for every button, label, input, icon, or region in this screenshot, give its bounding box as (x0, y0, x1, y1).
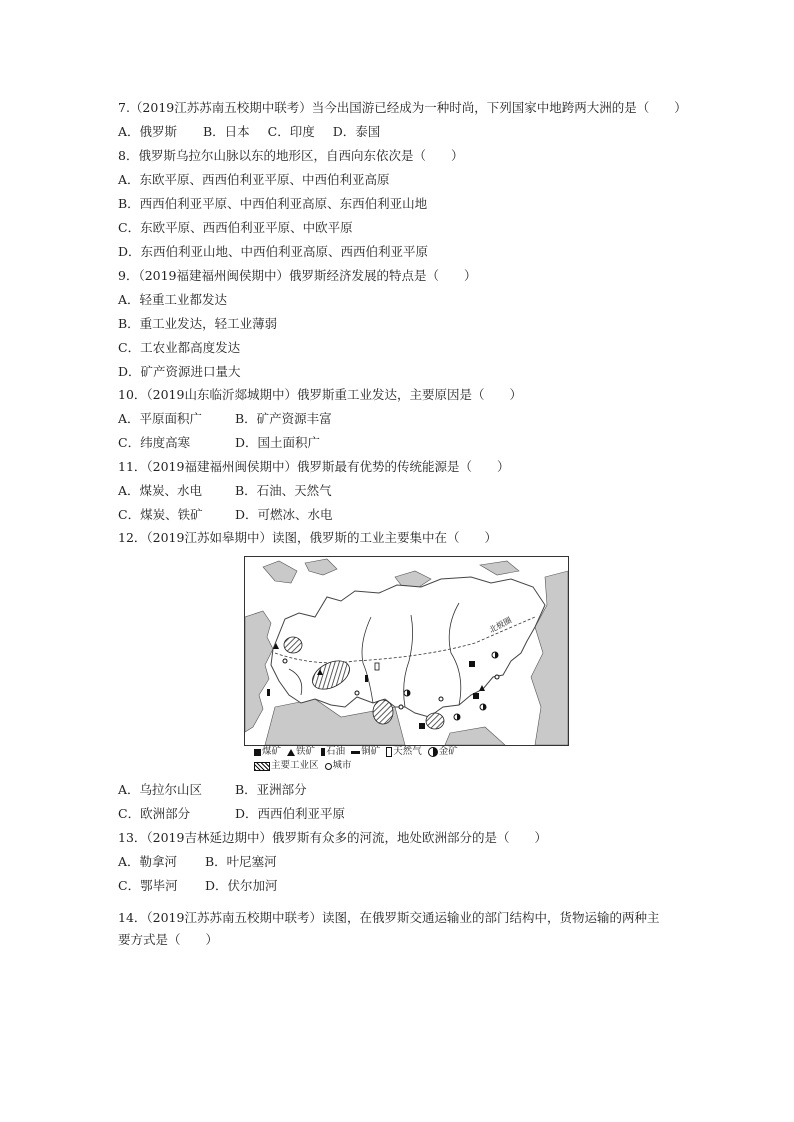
q13-option-c[interactable]: C．鄂毕河 (118, 878, 178, 893)
q9-option-b[interactable]: B．重工业发达，轻工业薄弱 (118, 316, 278, 331)
q7-options (118, 124, 380, 140)
gold-icon (428, 747, 438, 757)
q10-option-b[interactable]: B．矿产资源丰富 (234, 411, 332, 426)
q7-option-b[interactable]: B．日本 (203, 124, 250, 139)
q7-stem: 7.（2019江苏苏南五校期中联考）当今出国游已经成为一种时尚，下列国家中地跨两大洲的是（ ） (118, 100, 687, 115)
legend-industrial-zone: 主要工业区 (254, 760, 319, 773)
q13-options-row2 (118, 878, 278, 894)
q9-option-d[interactable]: D．矿产资源进口量大 (118, 364, 241, 379)
legend-iron: 铁矿 (287, 746, 315, 759)
oil-icon (321, 748, 325, 756)
legend-coal: 煤矿 (254, 746, 281, 759)
q13-option-b[interactable]: B．叶尼塞河 (204, 854, 277, 869)
q9-stem: 9．（2019福建福州闽侯期中）俄罗斯经济发展的特点是（ ） (118, 268, 477, 283)
q12-option-c[interactable]: C．欧洲部分 (118, 806, 191, 821)
arctic-circle-label: 北极圈 (487, 615, 514, 635)
q13-option-d[interactable]: D．伏尔加河 (204, 878, 278, 893)
q12-stem: 12．（2019江苏如皋期中）读图，俄罗斯的工业主要集中在（ ） (118, 530, 497, 545)
legend-oil: 石油 (321, 746, 345, 759)
q14-stem-continued: 要方式是（ ） (118, 932, 219, 947)
q10-options-row2 (118, 435, 320, 451)
copper-icon (351, 751, 360, 754)
q10-options-row1 (118, 411, 332, 427)
q10-option-d[interactable]: D．国土面积广 (234, 435, 321, 450)
q10-stem: 10．（2019山东临沂郯城期中）俄罗斯重工业发达，主要原因是（ ） (118, 387, 522, 402)
q12-options-row2 (118, 806, 345, 822)
city-icon (325, 763, 332, 770)
q11-options-row2 (118, 507, 333, 523)
legend-copper: 铜矿 (351, 746, 380, 759)
legend-gold: 金矿 (428, 746, 458, 759)
q10-option-c[interactable]: C．纬度高寒 (118, 435, 191, 450)
russia-industry-map (244, 556, 569, 774)
q14-stem: 14．（2019江苏苏南五校期中联考）读图，在俄罗斯交通运输业的部门结构中，货物运输的两种主 (118, 910, 660, 925)
q12-option-d[interactable]: D．西西伯利亚平原 (234, 806, 346, 821)
q11-option-b[interactable]: B．石油、天然气 (234, 483, 332, 498)
q11-option-a[interactable]: A．煤炭、水电 (118, 483, 203, 498)
q9-option-a[interactable]: A．轻重工业都发达 (118, 292, 228, 307)
q8-option-c[interactable]: C．东欧平原、西西伯利亚平原、中欧平原 (118, 220, 353, 235)
q8-option-a[interactable]: A．东欧平原、西西伯利亚平原、中西伯利亚高原 (118, 172, 390, 187)
q13-option-a[interactable]: A．勒拿河 (118, 854, 178, 869)
map-graphic (245, 557, 568, 745)
coal-icon (254, 749, 261, 756)
iron-icon (287, 749, 295, 756)
map-frame (244, 556, 569, 746)
q11-options-row1 (118, 483, 332, 499)
q11-option-c[interactable]: C．煤炭、铁矿 (118, 507, 203, 522)
q8-option-b[interactable]: B．西西伯利亚平原、中西伯利亚高原、东西伯利亚山地 (118, 196, 428, 211)
q9-option-c[interactable]: C．工农业都高度发达 (118, 340, 241, 355)
q7-option-a[interactable]: A．俄罗斯 (118, 124, 178, 139)
q11-stem: 11．（2019福建福州闽侯期中）俄罗斯最有优势的传统能源是（ ） (118, 459, 510, 474)
q12-option-a[interactable]: A．乌拉尔山区 (118, 782, 203, 797)
q10-option-a[interactable]: A．平原面积广 (118, 411, 203, 426)
map-legend-row1 (254, 746, 461, 759)
q12-options-row1 (118, 782, 307, 798)
natural-gas-icon (386, 747, 392, 757)
q13-options-row1 (118, 854, 277, 870)
legend-gas: 天然气 (386, 746, 422, 759)
map-legend-row2 (254, 760, 355, 773)
q7-option-c[interactable]: C．印度 (267, 124, 315, 139)
q7-option-d[interactable]: D．泰国 (332, 124, 381, 139)
q11-option-d[interactable]: D．可燃冰、水电 (234, 507, 333, 522)
q8-stem: 8．俄罗斯乌拉尔山脉以东的地形区，自西向东依次是（ ） (118, 148, 464, 163)
legend-city: 城市 (325, 760, 352, 773)
q13-stem: 13．（2019吉林延边期中）俄罗斯有众多的河流，地处欧洲部分的是（ ） (118, 830, 547, 845)
q8-option-d[interactable]: D．东西伯利亚山地、中西伯利亚高原、西西伯利亚平原 (118, 244, 429, 259)
q12-option-b[interactable]: B．亚洲部分 (234, 782, 307, 797)
industrial-zone-icon (254, 762, 270, 771)
